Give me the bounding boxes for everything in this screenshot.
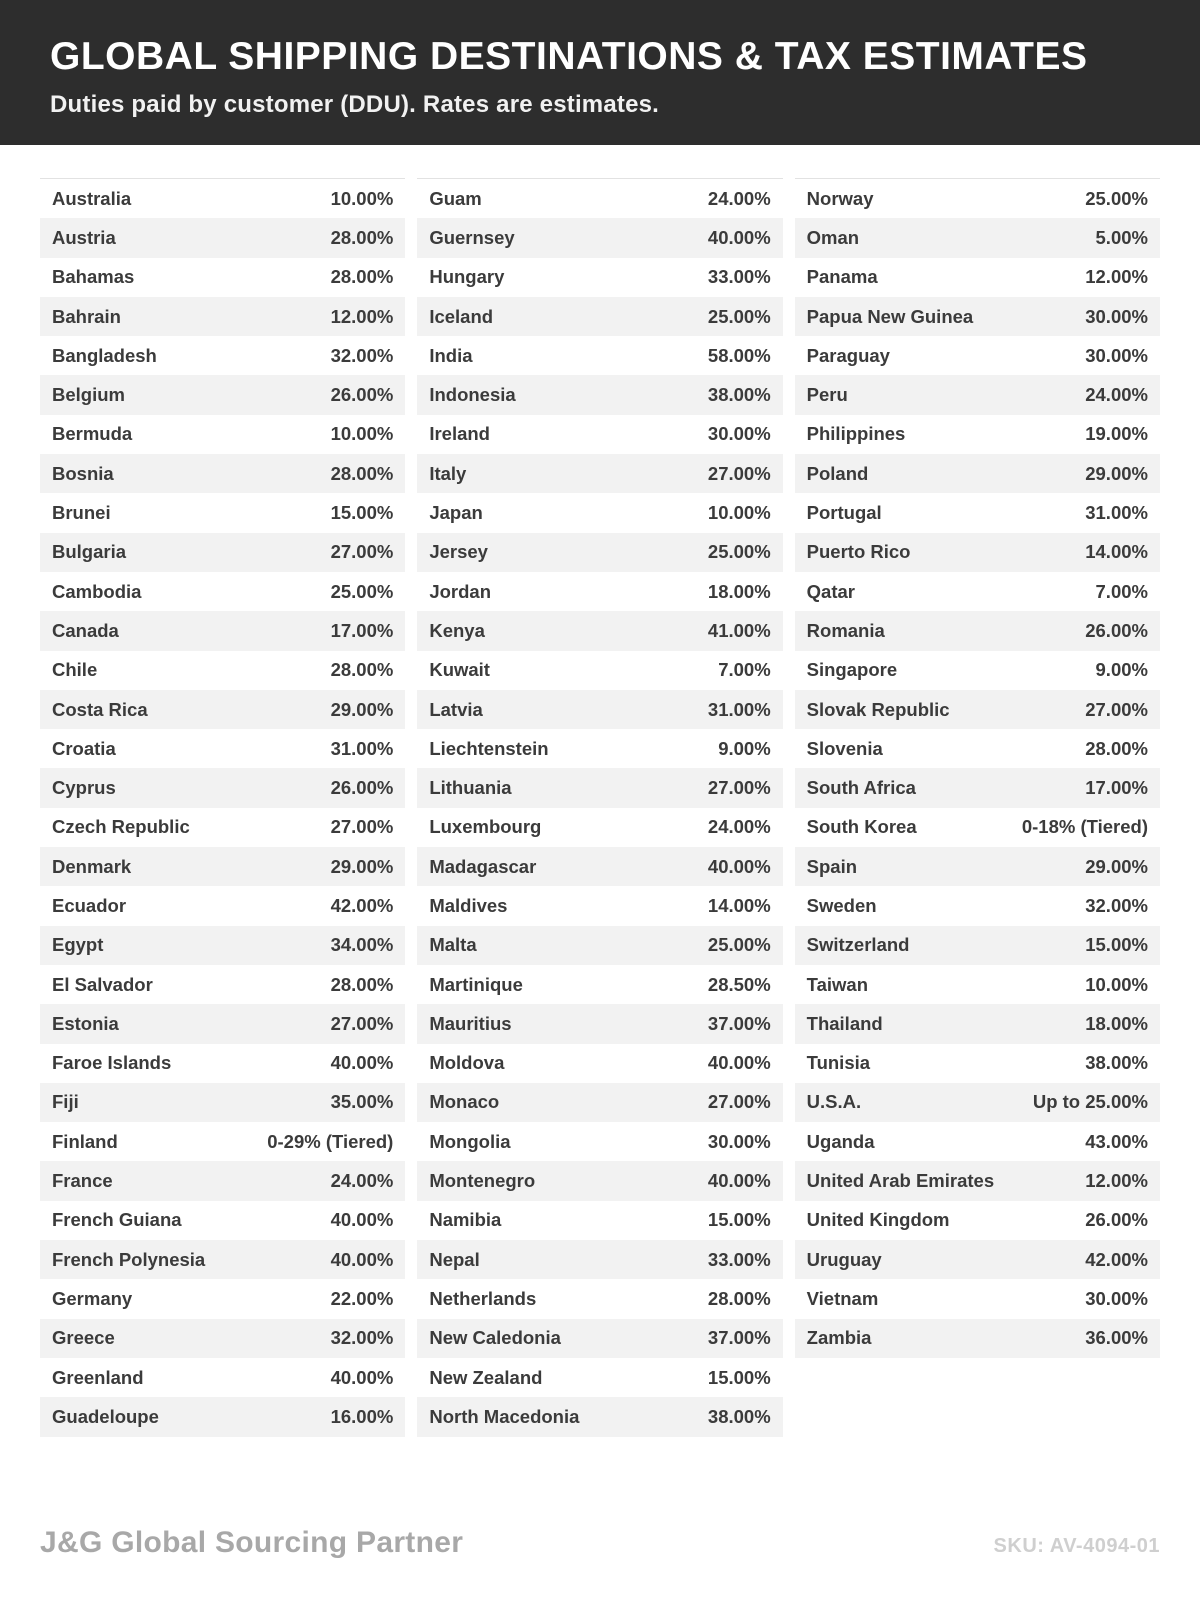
- table-row: [417, 808, 782, 847]
- table-row: [795, 454, 1160, 493]
- country-name: Jersey: [429, 541, 488, 563]
- tax-rate: 25.00%: [330, 580, 394, 602]
- table-row: [795, 729, 1160, 768]
- table-row: [795, 533, 1160, 572]
- table-row: [417, 965, 782, 1004]
- country-name: Bosnia: [52, 462, 114, 484]
- table-row: [417, 1083, 782, 1122]
- country-name: Madagascar: [429, 855, 537, 877]
- tax-rate: 16.00%: [330, 1405, 394, 1427]
- table-row: [40, 1083, 405, 1122]
- tax-rate: 40.00%: [330, 1209, 394, 1231]
- table-row: [795, 808, 1160, 847]
- table-row: [795, 611, 1160, 650]
- tax-rate: 40.00%: [707, 855, 771, 877]
- table-row: [40, 1358, 405, 1397]
- tax-rate: 58.00%: [707, 344, 771, 366]
- table-row: [40, 768, 405, 807]
- tax-rate: 14.00%: [707, 894, 771, 916]
- tax-rate: 29.00%: [330, 855, 394, 877]
- table-row: [795, 1161, 1160, 1200]
- tax-rate: 0-18% (Tiered): [1021, 816, 1148, 838]
- country-name: Austria: [52, 226, 116, 248]
- tax-rate: 9.00%: [1095, 659, 1148, 681]
- table-row: [795, 572, 1160, 611]
- table-row: [417, 375, 782, 414]
- tax-rate: 40.00%: [330, 1052, 394, 1074]
- tax-rate: 26.00%: [1085, 1209, 1148, 1231]
- tax-rate: 24.00%: [1085, 384, 1148, 406]
- tax-rate: 38.00%: [707, 384, 771, 406]
- country-name: Romania: [806, 619, 885, 641]
- country-name: Spain: [806, 855, 858, 877]
- tax-rate: 25.00%: [707, 305, 771, 327]
- tax-rate: 24.00%: [707, 187, 771, 209]
- table-row: [417, 179, 782, 218]
- table-row: [417, 1319, 782, 1358]
- country-name: French Guiana: [52, 1209, 182, 1231]
- tax-rate: 22.00%: [330, 1287, 394, 1309]
- country-name: Cyprus: [52, 777, 116, 799]
- country-name: Singapore: [806, 659, 898, 681]
- country-name: Moldova: [429, 1052, 505, 1074]
- country-name: Guernsey: [429, 226, 515, 248]
- country-name: Puerto Rico: [806, 541, 911, 563]
- country-name: Australia: [52, 187, 132, 209]
- country-name: Slovenia: [806, 737, 883, 759]
- tax-rate: 10.00%: [330, 423, 394, 445]
- table-row: [417, 1161, 782, 1200]
- country-name: Belgium: [52, 384, 125, 406]
- tax-rate: 17.00%: [1085, 777, 1148, 799]
- tax-rate: 30.00%: [707, 1130, 771, 1152]
- tax-rate: 28.00%: [330, 973, 394, 995]
- country-name: Norway: [806, 187, 874, 209]
- tax-rate: 15.00%: [1085, 934, 1148, 956]
- table-row: [40, 1397, 405, 1436]
- country-name: South Korea: [806, 816, 917, 838]
- tax-rate: 0-29% (Tiered): [267, 1130, 394, 1152]
- country-name: Lithuania: [429, 777, 512, 799]
- table-row: [40, 1044, 405, 1083]
- table-row: [795, 258, 1160, 297]
- page-title: GLOBAL SHIPPING DESTINATIONS & TAX ESTIMATES: [50, 35, 1088, 78]
- tax-rate: 26.00%: [330, 384, 394, 406]
- country-name: Italy: [429, 462, 467, 484]
- country-name: Greenland: [52, 1366, 144, 1388]
- country-name: Czech Republic: [52, 816, 190, 838]
- tax-rate: 26.00%: [1085, 619, 1148, 641]
- country-name: Slovak Republic: [806, 698, 950, 720]
- table-row: [417, 1201, 782, 1240]
- country-name: Peru: [806, 384, 848, 406]
- table-row: [40, 1319, 405, 1358]
- country-name: Indonesia: [429, 384, 516, 406]
- table-row: [795, 1122, 1160, 1161]
- tax-rate: 28.00%: [330, 462, 394, 484]
- country-name: Cambodia: [52, 580, 142, 602]
- tax-rate: 31.00%: [330, 737, 394, 759]
- tax-rate: 32.00%: [1085, 894, 1148, 916]
- table-row: [417, 493, 782, 532]
- table-row: [40, 297, 405, 336]
- country-name: Oman: [806, 226, 860, 248]
- country-name: Finland: [52, 1130, 118, 1152]
- tax-rate: 30.00%: [1085, 344, 1148, 366]
- table-row: [795, 1004, 1160, 1043]
- table-row: [795, 1319, 1160, 1358]
- country-name: Latvia: [429, 698, 483, 720]
- country-name: Japan: [429, 502, 483, 524]
- country-name: Taiwan: [806, 973, 868, 995]
- tax-rate: 32.00%: [330, 1327, 394, 1349]
- table-row: [417, 847, 782, 886]
- tax-rate: 24.00%: [707, 816, 771, 838]
- table-row: [40, 1122, 405, 1161]
- table-row: [795, 297, 1160, 336]
- table-row: [417, 297, 782, 336]
- tax-rate: 29.00%: [1085, 855, 1148, 877]
- country-name: Bangladesh: [52, 344, 157, 366]
- table-row: [40, 572, 405, 611]
- table-row: [795, 847, 1160, 886]
- rate-column: [417, 178, 782, 1437]
- country-name: Croatia: [52, 737, 116, 759]
- country-name: Montenegro: [429, 1170, 536, 1192]
- table-row: [40, 690, 405, 729]
- table-row: [795, 179, 1160, 218]
- tax-rate: 15.00%: [707, 1366, 771, 1388]
- country-name: Qatar: [806, 580, 855, 602]
- country-name: New Caledonia: [429, 1327, 561, 1349]
- table-row: [417, 1397, 782, 1436]
- tax-rate: 24.00%: [330, 1170, 394, 1192]
- table-row: [40, 729, 405, 768]
- table-row: [795, 1083, 1160, 1122]
- country-name: Guam: [429, 187, 482, 209]
- country-name: New Zealand: [429, 1366, 543, 1388]
- tax-rate: 30.00%: [1085, 305, 1148, 327]
- country-name: Fiji: [52, 1091, 79, 1113]
- tax-rate: 29.00%: [330, 698, 394, 720]
- tax-rate: 10.00%: [330, 187, 394, 209]
- table-row: [795, 768, 1160, 807]
- country-name: Uganda: [806, 1130, 875, 1152]
- country-name: Bahamas: [52, 266, 135, 288]
- tax-rate: 28.00%: [330, 266, 394, 288]
- rate-column: [40, 178, 405, 1437]
- table-row: [40, 415, 405, 454]
- tax-rate: 27.00%: [1085, 698, 1148, 720]
- country-name: Greece: [52, 1327, 115, 1349]
- table-row: [795, 218, 1160, 257]
- country-name: Ecuador: [52, 894, 127, 916]
- tax-rate: 35.00%: [330, 1091, 394, 1113]
- table-row: [417, 336, 782, 375]
- table-row: [417, 729, 782, 768]
- country-name: Liechtenstein: [429, 737, 549, 759]
- table-row: [795, 965, 1160, 1004]
- tax-rate: 27.00%: [330, 541, 394, 563]
- tax-rate: 27.00%: [330, 1012, 394, 1034]
- country-name: South Africa: [806, 777, 916, 799]
- tax-rate: 41.00%: [707, 619, 771, 641]
- tax-rate: 30.00%: [707, 423, 771, 445]
- table-row: [40, 179, 405, 218]
- tax-rate: 42.00%: [1085, 1248, 1148, 1270]
- tax-rate: 15.00%: [330, 502, 394, 524]
- country-name: Bermuda: [52, 423, 133, 445]
- tax-rate: 25.00%: [1085, 187, 1148, 209]
- country-name: Faroe Islands: [52, 1052, 172, 1074]
- table-row: [417, 1358, 782, 1397]
- table-row: [795, 415, 1160, 454]
- tax-rate: 28.00%: [330, 226, 394, 248]
- tax-rate: 18.00%: [1085, 1012, 1148, 1034]
- tax-rate: 34.00%: [330, 934, 394, 956]
- table-row: [795, 926, 1160, 965]
- table-row: [417, 926, 782, 965]
- tax-rate: 37.00%: [707, 1327, 771, 1349]
- tax-rate: 31.00%: [707, 698, 771, 720]
- table-row: [417, 611, 782, 650]
- tax-rate: 25.00%: [707, 934, 771, 956]
- country-name: Canada: [52, 619, 119, 641]
- tax-rate: 19.00%: [1085, 423, 1148, 445]
- table-row: [795, 493, 1160, 532]
- tax-rate: 37.00%: [707, 1012, 771, 1034]
- table-row: [40, 1201, 405, 1240]
- tax-rate: 32.00%: [330, 344, 394, 366]
- table-row: [795, 375, 1160, 414]
- country-name: Bahrain: [52, 305, 121, 327]
- tax-rate: Up to 25.00%: [1032, 1091, 1148, 1113]
- country-name: Brunei: [52, 502, 111, 524]
- table-row: [40, 375, 405, 414]
- table-row: [417, 1122, 782, 1161]
- tax-rate: 36.00%: [1085, 1327, 1148, 1349]
- tax-rate: 40.00%: [707, 1170, 771, 1192]
- tax-rate: 15.00%: [707, 1209, 771, 1231]
- table-row: [417, 218, 782, 257]
- country-name: Denmark: [52, 855, 132, 877]
- country-name: Martinique: [429, 973, 523, 995]
- table-row: [417, 1044, 782, 1083]
- country-name: Philippines: [806, 423, 906, 445]
- tax-rate: 42.00%: [330, 894, 394, 916]
- tax-rate: 12.00%: [1085, 266, 1148, 288]
- country-name: Maldives: [429, 894, 508, 916]
- tax-rate: 40.00%: [707, 226, 771, 248]
- country-name: North Macedonia: [429, 1405, 580, 1427]
- table-row: [40, 1161, 405, 1200]
- tax-rate: 31.00%: [1085, 502, 1148, 524]
- tax-rate: 10.00%: [1085, 973, 1148, 995]
- tax-rate: 5.00%: [1095, 226, 1148, 248]
- tax-rate: 38.00%: [707, 1405, 771, 1427]
- country-name: Thailand: [806, 1012, 883, 1034]
- tax-rate: 7.00%: [718, 659, 771, 681]
- country-name: Estonia: [52, 1012, 119, 1034]
- tax-rate: 12.00%: [330, 305, 394, 327]
- country-name: Mongolia: [429, 1130, 511, 1152]
- tax-rate: 28.00%: [1085, 737, 1148, 759]
- country-name: United Arab Emirates: [806, 1170, 995, 1192]
- table-row: [417, 1279, 782, 1318]
- table-row: [795, 651, 1160, 690]
- country-name: French Polynesia: [52, 1248, 206, 1270]
- table-row: [795, 336, 1160, 375]
- table-row: [40, 1004, 405, 1043]
- tax-rate: 27.00%: [707, 462, 771, 484]
- country-name: Uruguay: [806, 1248, 882, 1270]
- country-name: Zambia: [806, 1327, 872, 1349]
- tax-rate: 9.00%: [718, 737, 771, 759]
- country-name: Paraguay: [806, 344, 890, 366]
- sku-label: SKU: AV-4094-01: [993, 1535, 1160, 1557]
- country-name: India: [429, 344, 473, 366]
- table-row: [417, 690, 782, 729]
- table-row: [795, 1279, 1160, 1318]
- table-row: [795, 886, 1160, 925]
- table-row: [40, 808, 405, 847]
- table-row: [40, 258, 405, 297]
- table-row: [40, 1279, 405, 1318]
- table-row: [795, 1201, 1160, 1240]
- country-name: El Salvador: [52, 973, 153, 995]
- country-name: Chile: [52, 659, 98, 681]
- table-row: [40, 965, 405, 1004]
- tax-rate: 28.50%: [707, 973, 771, 995]
- tax-rate-table: [40, 178, 1160, 1437]
- country-name: Kuwait: [429, 659, 490, 681]
- table-row: [40, 1240, 405, 1279]
- table-row: [40, 336, 405, 375]
- table-row: [417, 258, 782, 297]
- table-row: [417, 1240, 782, 1279]
- table-row: [417, 454, 782, 493]
- country-name: Papua New Guinea: [806, 305, 974, 327]
- country-name: Guadeloupe: [52, 1405, 159, 1427]
- tax-rate: 30.00%: [1085, 1287, 1148, 1309]
- tax-rate: 28.00%: [330, 659, 394, 681]
- table-row: [795, 1240, 1160, 1279]
- table-row: [40, 611, 405, 650]
- table-row: [417, 415, 782, 454]
- table-row: [40, 533, 405, 572]
- country-name: France: [52, 1170, 113, 1192]
- tax-rate: 10.00%: [707, 502, 771, 524]
- tax-rate: 17.00%: [330, 619, 394, 641]
- tax-rate: 18.00%: [707, 580, 771, 602]
- tax-rate: 40.00%: [330, 1366, 394, 1388]
- country-name: Tunisia: [806, 1052, 871, 1074]
- country-name: Poland: [806, 462, 869, 484]
- table-row: [40, 218, 405, 257]
- country-name: Switzerland: [806, 934, 910, 956]
- country-name: Namibia: [429, 1209, 502, 1231]
- country-name: Ireland: [429, 423, 490, 445]
- country-name: Netherlands: [429, 1287, 537, 1309]
- country-name: Jordan: [429, 580, 492, 602]
- tax-rate: 27.00%: [330, 816, 394, 838]
- tax-rate: 40.00%: [330, 1248, 394, 1270]
- brand-name: J&G Global Sourcing Partner: [40, 1526, 464, 1559]
- table-row: [795, 690, 1160, 729]
- table-row: [417, 533, 782, 572]
- table-row: [417, 572, 782, 611]
- page-header: [0, 0, 1200, 145]
- table-row: [795, 1044, 1160, 1083]
- tax-rate: 28.00%: [707, 1287, 771, 1309]
- tax-rate: 14.00%: [1085, 541, 1148, 563]
- page-footer: [40, 1526, 1160, 1560]
- country-name: Germany: [52, 1287, 133, 1309]
- table-row: [40, 454, 405, 493]
- tax-rate: 27.00%: [707, 1091, 771, 1113]
- country-name: Vietnam: [806, 1287, 879, 1309]
- country-name: Luxembourg: [429, 816, 542, 838]
- country-name: Panama: [806, 266, 878, 288]
- table-row: [417, 651, 782, 690]
- table-row: [40, 651, 405, 690]
- tax-rate: 33.00%: [707, 266, 771, 288]
- country-name: Nepal: [429, 1248, 480, 1270]
- tax-rate: 33.00%: [707, 1248, 771, 1270]
- tax-rate: 25.00%: [707, 541, 771, 563]
- table-row: [40, 493, 405, 532]
- tax-rate: 43.00%: [1085, 1130, 1148, 1152]
- table-row: [417, 886, 782, 925]
- country-name: Bulgaria: [52, 541, 127, 563]
- table-row: [417, 1004, 782, 1043]
- country-name: Malta: [429, 934, 477, 956]
- country-name: Sweden: [806, 894, 877, 916]
- country-name: Iceland: [429, 305, 494, 327]
- country-name: United Kingdom: [806, 1209, 950, 1231]
- country-name: Hungary: [429, 266, 505, 288]
- country-name: Costa Rica: [52, 698, 148, 720]
- tax-rate: 38.00%: [1085, 1052, 1148, 1074]
- table-row: [40, 926, 405, 965]
- table-row: [40, 886, 405, 925]
- country-name: U.S.A.: [806, 1091, 862, 1113]
- country-name: Egypt: [52, 934, 104, 956]
- tax-rate: 40.00%: [707, 1052, 771, 1074]
- tax-rate: 12.00%: [1085, 1170, 1148, 1192]
- table-row: [417, 768, 782, 807]
- country-name: Monaco: [429, 1091, 500, 1113]
- tax-rate: 29.00%: [1085, 462, 1148, 484]
- country-name: Kenya: [429, 619, 485, 641]
- tax-rate: 27.00%: [707, 777, 771, 799]
- page-subtitle: Duties paid by customer (DDU). Rates are estimates.: [50, 90, 660, 118]
- rate-column: [795, 178, 1160, 1437]
- country-name: Portugal: [806, 502, 882, 524]
- country-name: Mauritius: [429, 1012, 512, 1034]
- tax-rate: 26.00%: [330, 777, 394, 799]
- tax-rate: 7.00%: [1095, 580, 1148, 602]
- table-row: [40, 847, 405, 886]
